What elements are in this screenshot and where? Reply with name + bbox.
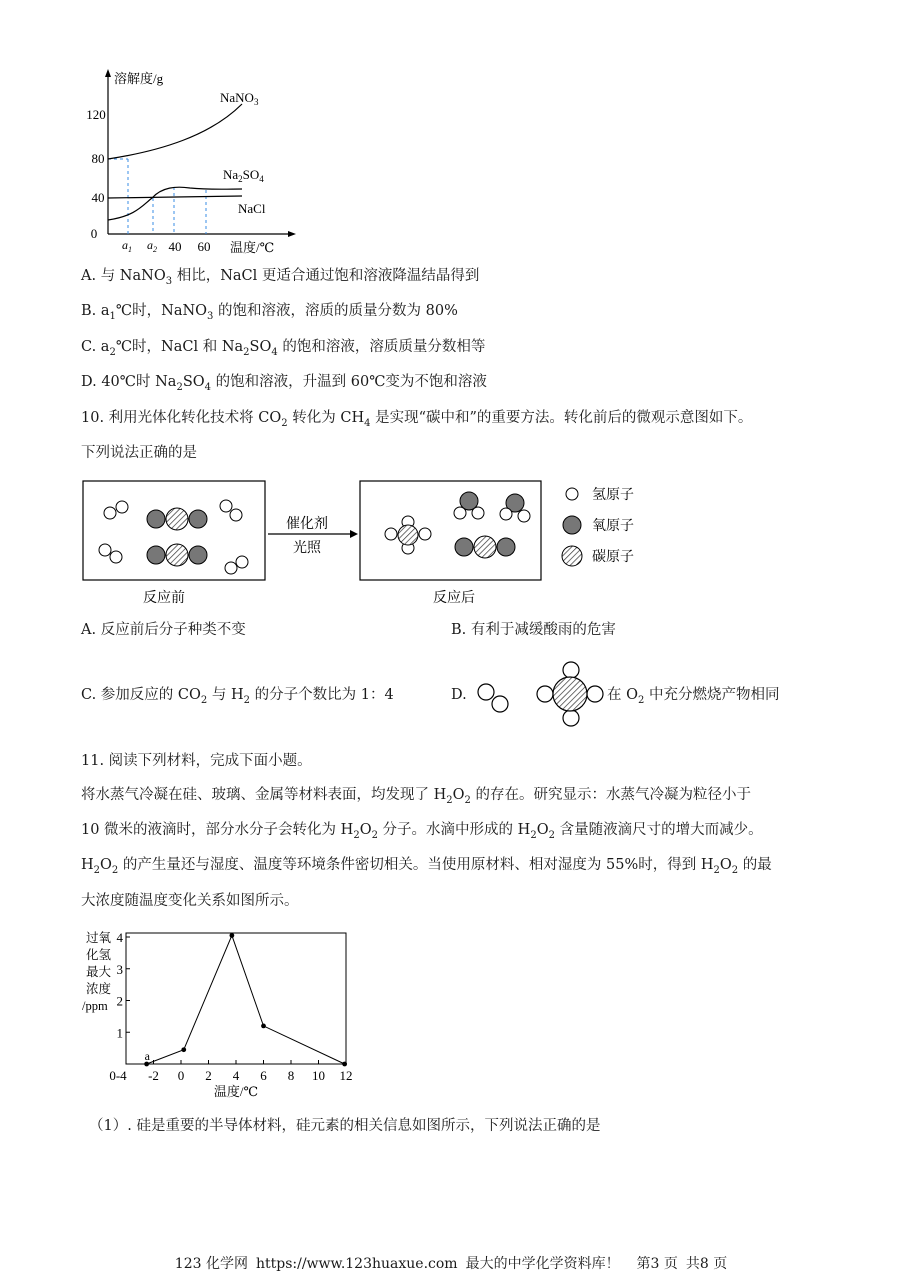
solubility-y-tick: 80 [91, 151, 105, 166]
footer-page: 第3 页 [636, 1256, 678, 1272]
q10-option-d-text: 在 $O_2$ 中充分燃烧产物相同 [607, 687, 780, 706]
q11-paragraph-2: 10 微米的液滴时，部分水分子会转化为 $H_2O_2$ 分子。水滴中形成的 $H_2O_2$ 含量随液滴尺寸的增大而减少。 [81, 822, 763, 841]
solubility-y-tick: 0 [90, 226, 98, 241]
q11-sub-question: （1）. 硅是重要的半导体材料，硅元素的相关信息如图所示，下列说法正确的是 [89, 1118, 601, 1134]
x-tick-label: 12 [339, 1068, 353, 1083]
before-label: 反应前 [143, 591, 185, 606]
y-tick-label: 1 [116, 1025, 123, 1041]
q10-option-a: A. 反应前后分子种类不变 [81, 622, 246, 638]
q9-option-c: C. $a_2℃$时，NaCl 和 $Na_2SO_4$ 的饱和溶液，溶质质量分数相等 [81, 339, 486, 358]
solubility-x-tick: 60 [197, 239, 211, 254]
solubility-y-axis-label: 溶解度/g [114, 71, 164, 86]
legend-oxygen: 氧原子 [592, 519, 634, 534]
x-tick-label: 6 [260, 1068, 267, 1083]
y-axis-label-line: /ppm [82, 999, 108, 1013]
footer-total: 共8 页 [685, 1256, 728, 1272]
y-axis-label-line: 最大 [86, 965, 112, 979]
footer-url: https://www.123huaxue.com [255, 1256, 458, 1272]
y-tick-label: 4 [116, 930, 123, 945]
q11-paragraph-1: 将水蒸气冷凝在硅、玻璃、金属等材料表面，均发现了 $H_2O_2$ 的存在。研究显示：水蒸气冷凝为粒径小于 [81, 787, 752, 806]
q9-option-a: A. 与 NaNO$_3$ 相比，NaCl 更适合通过饱和溶液降温结晶得到 [81, 268, 480, 287]
nano3-label: NaNO$_3$ [220, 90, 259, 107]
footer-site: 123 化学网 [174, 1256, 248, 1272]
q10-stem-2: 下列说法正确的是 [81, 445, 197, 461]
solubility-y-tick: 40 [91, 190, 105, 205]
y-tick-label: 2 [116, 993, 123, 1009]
legend-hydrogen: 氢原子 [592, 488, 634, 503]
data-point [261, 1024, 266, 1029]
h2o2-x-axis-label: 温度/℃ [213, 1084, 259, 1099]
arrow-bottom-label: 光照 [293, 541, 321, 556]
x-tick-label: 2 [205, 1068, 212, 1083]
q11-paragraph-3: $H_2O_2$ 的产生量还与湿度、温度等环境条件密切相关。当使用原材料、相对湿度为 55%时，得到 $H_2O_2$ 的最 [81, 857, 772, 876]
solubility-y-tick: 120 [86, 107, 106, 122]
solubility-chart [80, 66, 300, 258]
q9-option-b: B. $a_1℃$时，NaNO$_3$ 的饱和溶液，溶质的质量分数为 80% [81, 303, 458, 322]
na2so4-label: $Na_2SO_4$ [223, 167, 264, 184]
point-annotation: a [144, 1049, 150, 1063]
y-tick-label: 3 [116, 961, 123, 977]
q11-stem: 11. 阅读下列材料，完成下面小题。 [81, 753, 312, 769]
data-point [229, 933, 234, 938]
h2o2-concentration-chart [78, 926, 358, 1104]
solubility-x-axis-label: 温度/℃ [230, 240, 275, 255]
page-footer [0, 1253, 902, 1273]
x-tick-label: 10 [312, 1068, 325, 1083]
x-tick-label: -2 [148, 1068, 159, 1083]
q10-option-c: C. 参加反应的 $CO_2$ 与 $H_2$ 的分子个数比为 1：4 [81, 687, 394, 706]
solubility-x-tick: $a_2$ [147, 238, 157, 254]
arrow-top-label: 催化剂 [286, 517, 328, 532]
x-tick-label: 0 [177, 1068, 185, 1083]
option-d-molecules [472, 658, 607, 728]
h2o2-series-line [144, 935, 345, 1064]
legend-carbon: 碳原子 [592, 550, 634, 565]
data-point [342, 1062, 347, 1067]
solubility-x-tick: 40 [168, 239, 182, 254]
y-axis-label-line: 过氧 [86, 931, 112, 945]
reaction-diagram [80, 478, 680, 608]
nano3-curve [108, 104, 242, 159]
solubility-x-tick: $a_1$ [122, 238, 132, 254]
x-tick-label: 4 [232, 1068, 240, 1083]
x-tick-label: 8 [287, 1068, 295, 1083]
q10-option-d-prefix: D. [451, 687, 467, 703]
plot-frame [126, 933, 346, 1064]
footer-slogan: 最大的中学化学资料库！ [465, 1256, 620, 1272]
q11-paragraph-4: 大浓度随温度变化关系如图所示。 [81, 893, 299, 909]
x-tick-label: 0-4 [109, 1068, 127, 1083]
after-label: 反应后 [433, 591, 475, 606]
nacl-label: NaCl [238, 201, 266, 216]
q10-option-b: B. 有利于减缓酸雨的危害 [451, 622, 616, 638]
y-axis-label-line: 浓度 [86, 982, 112, 996]
q9-option-d: D. 40℃时 $Na_2SO_4$ 的饱和溶液，升温到 60℃变为不饱和溶液 [81, 374, 487, 393]
data-point [181, 1047, 186, 1052]
y-axis-label-line: 化氢 [86, 948, 112, 962]
q10-stem: 10. 利用光体化转化技术将 $CO_2$ 转化为 $CH_4$ 是实现“碳中和”的重要方法。转化前后的微观示意图如下。 [81, 410, 753, 429]
